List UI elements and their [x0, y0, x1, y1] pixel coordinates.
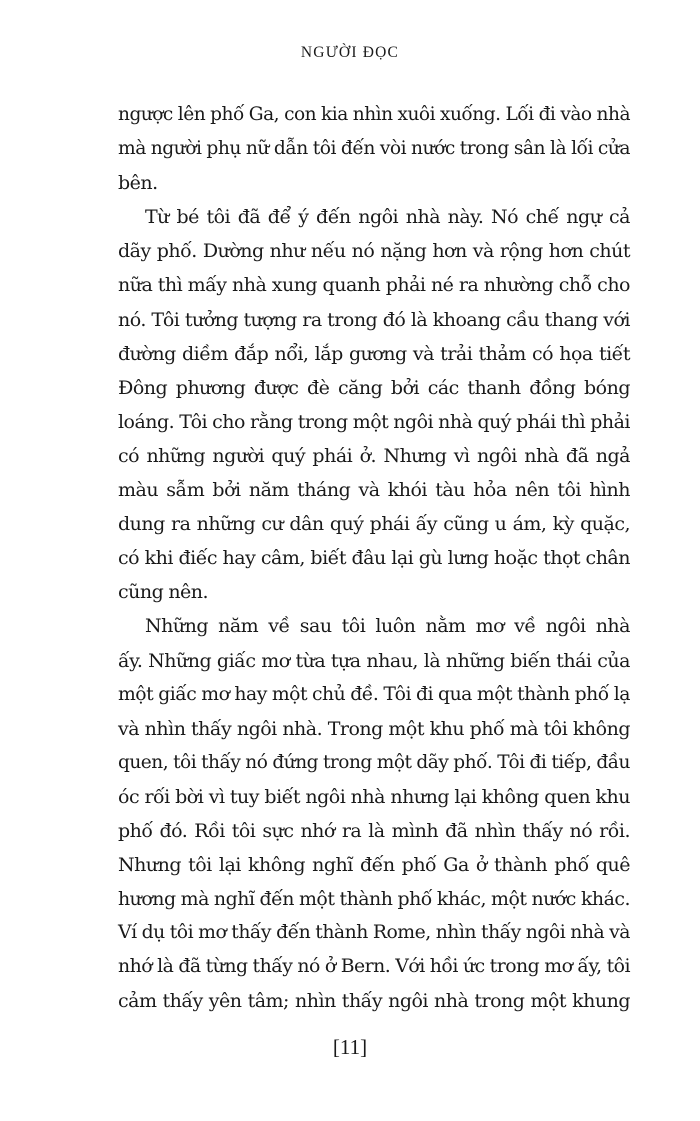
text-line: Nhưng tôi lại không nghĩ đến phố Ga ở thành phố quê — [118, 854, 630, 877]
text-line: ngược lên phố Ga, con kia nhìn xuôi xuống. Lối đi vào nhà — [118, 104, 630, 125]
text-line: hương mà nghĩ đến một thành phố khác, một nước khác. — [118, 888, 630, 911]
body-text — [118, 98, 630, 1019]
text-line: và nhìn thấy ngôi nhà. Trong một khu phố mà tôi không — [118, 717, 630, 740]
text-line: cũng nên. — [118, 581, 209, 604]
running-head: NGƯỜI ĐỌC — [300, 44, 400, 61]
text-line: nhớ là đã từng thấy nó ở Bern. Với hồi ức trong mơ ấy, tôi — [118, 956, 630, 978]
text-line: cảm thấy yên tâm; nhìn thấy ngôi nhà trong một khung — [118, 990, 630, 1013]
text-line: loáng. Tôi cho rằng trong một ngôi nhà quý phái thì phải — [118, 410, 630, 433]
paragraph-1 — [118, 98, 630, 200]
text-line: Những năm về sau tôi luôn nằm mơ về ngôi nhà — [145, 615, 630, 638]
text-line: màu sẫm bởi năm tháng và khói tàu hỏa nên tôi hình — [118, 479, 630, 502]
page-number: [11] — [332, 1035, 368, 1059]
text-line: bên. — [118, 172, 158, 195]
text-line: dung ra những cư dân quý phái ấy cũng u ám, kỳ quặc, — [118, 513, 630, 536]
text-line: quen, tôi thấy nó đứng trong một dãy phố. Tôi đi tiếp, đầu — [118, 751, 630, 773]
text-line: nó. Tôi tưởng tượng ra trong đó là khoang cầu thang với — [118, 308, 630, 331]
text-line: óc rối bời vì tuy biết ngôi nhà nhưng lại không quen khu — [118, 785, 630, 808]
text-line: đường diềm đắp nổi, lắp gương và trải thảm có họa tiết — [118, 342, 630, 365]
text-line: phố đó. Rồi tôi sực nhớ ra là mình đã nhìn thấy nó rồi. — [118, 819, 630, 842]
text-line: có khi điếc hay câm, biết đâu lại gù lưng hoặc thọt chân — [118, 547, 630, 570]
text-line: Từ bé tôi đã để ý đến ngôi nhà này. Nó chế ngự cả — [145, 206, 630, 229]
text-line: một giấc mơ hay một chủ đề. Tôi đi qua một thành phố lạ — [118, 683, 630, 705]
text-line: có những người quý phái ở. Nhưng vì ngôi nhà đã ngả — [118, 444, 630, 467]
paragraph-2 — [118, 200, 630, 609]
text-line: Đông phương được đè căng bởi các thanh đồng bóng — [118, 376, 630, 399]
text-line: mà người phụ nữ dẫn tôi đến vòi nước trong sân là lối cửa — [118, 138, 630, 160]
text-line: ấy. Những giấc mơ từa tựa nhau, là những biến thái của — [118, 649, 630, 672]
paragraph-3 — [118, 609, 630, 1018]
text-line: nữa thì mấy nhà xung quanh phải né ra nhường chỗ cho — [118, 274, 630, 297]
text-line: dãy phố. Dường như nếu nó nặng hơn và rộng hơn chút — [118, 240, 630, 263]
text-line: Ví dụ tôi mơ thấy đến thành Rome, nhìn thấy ngôi nhà và — [118, 922, 630, 944]
